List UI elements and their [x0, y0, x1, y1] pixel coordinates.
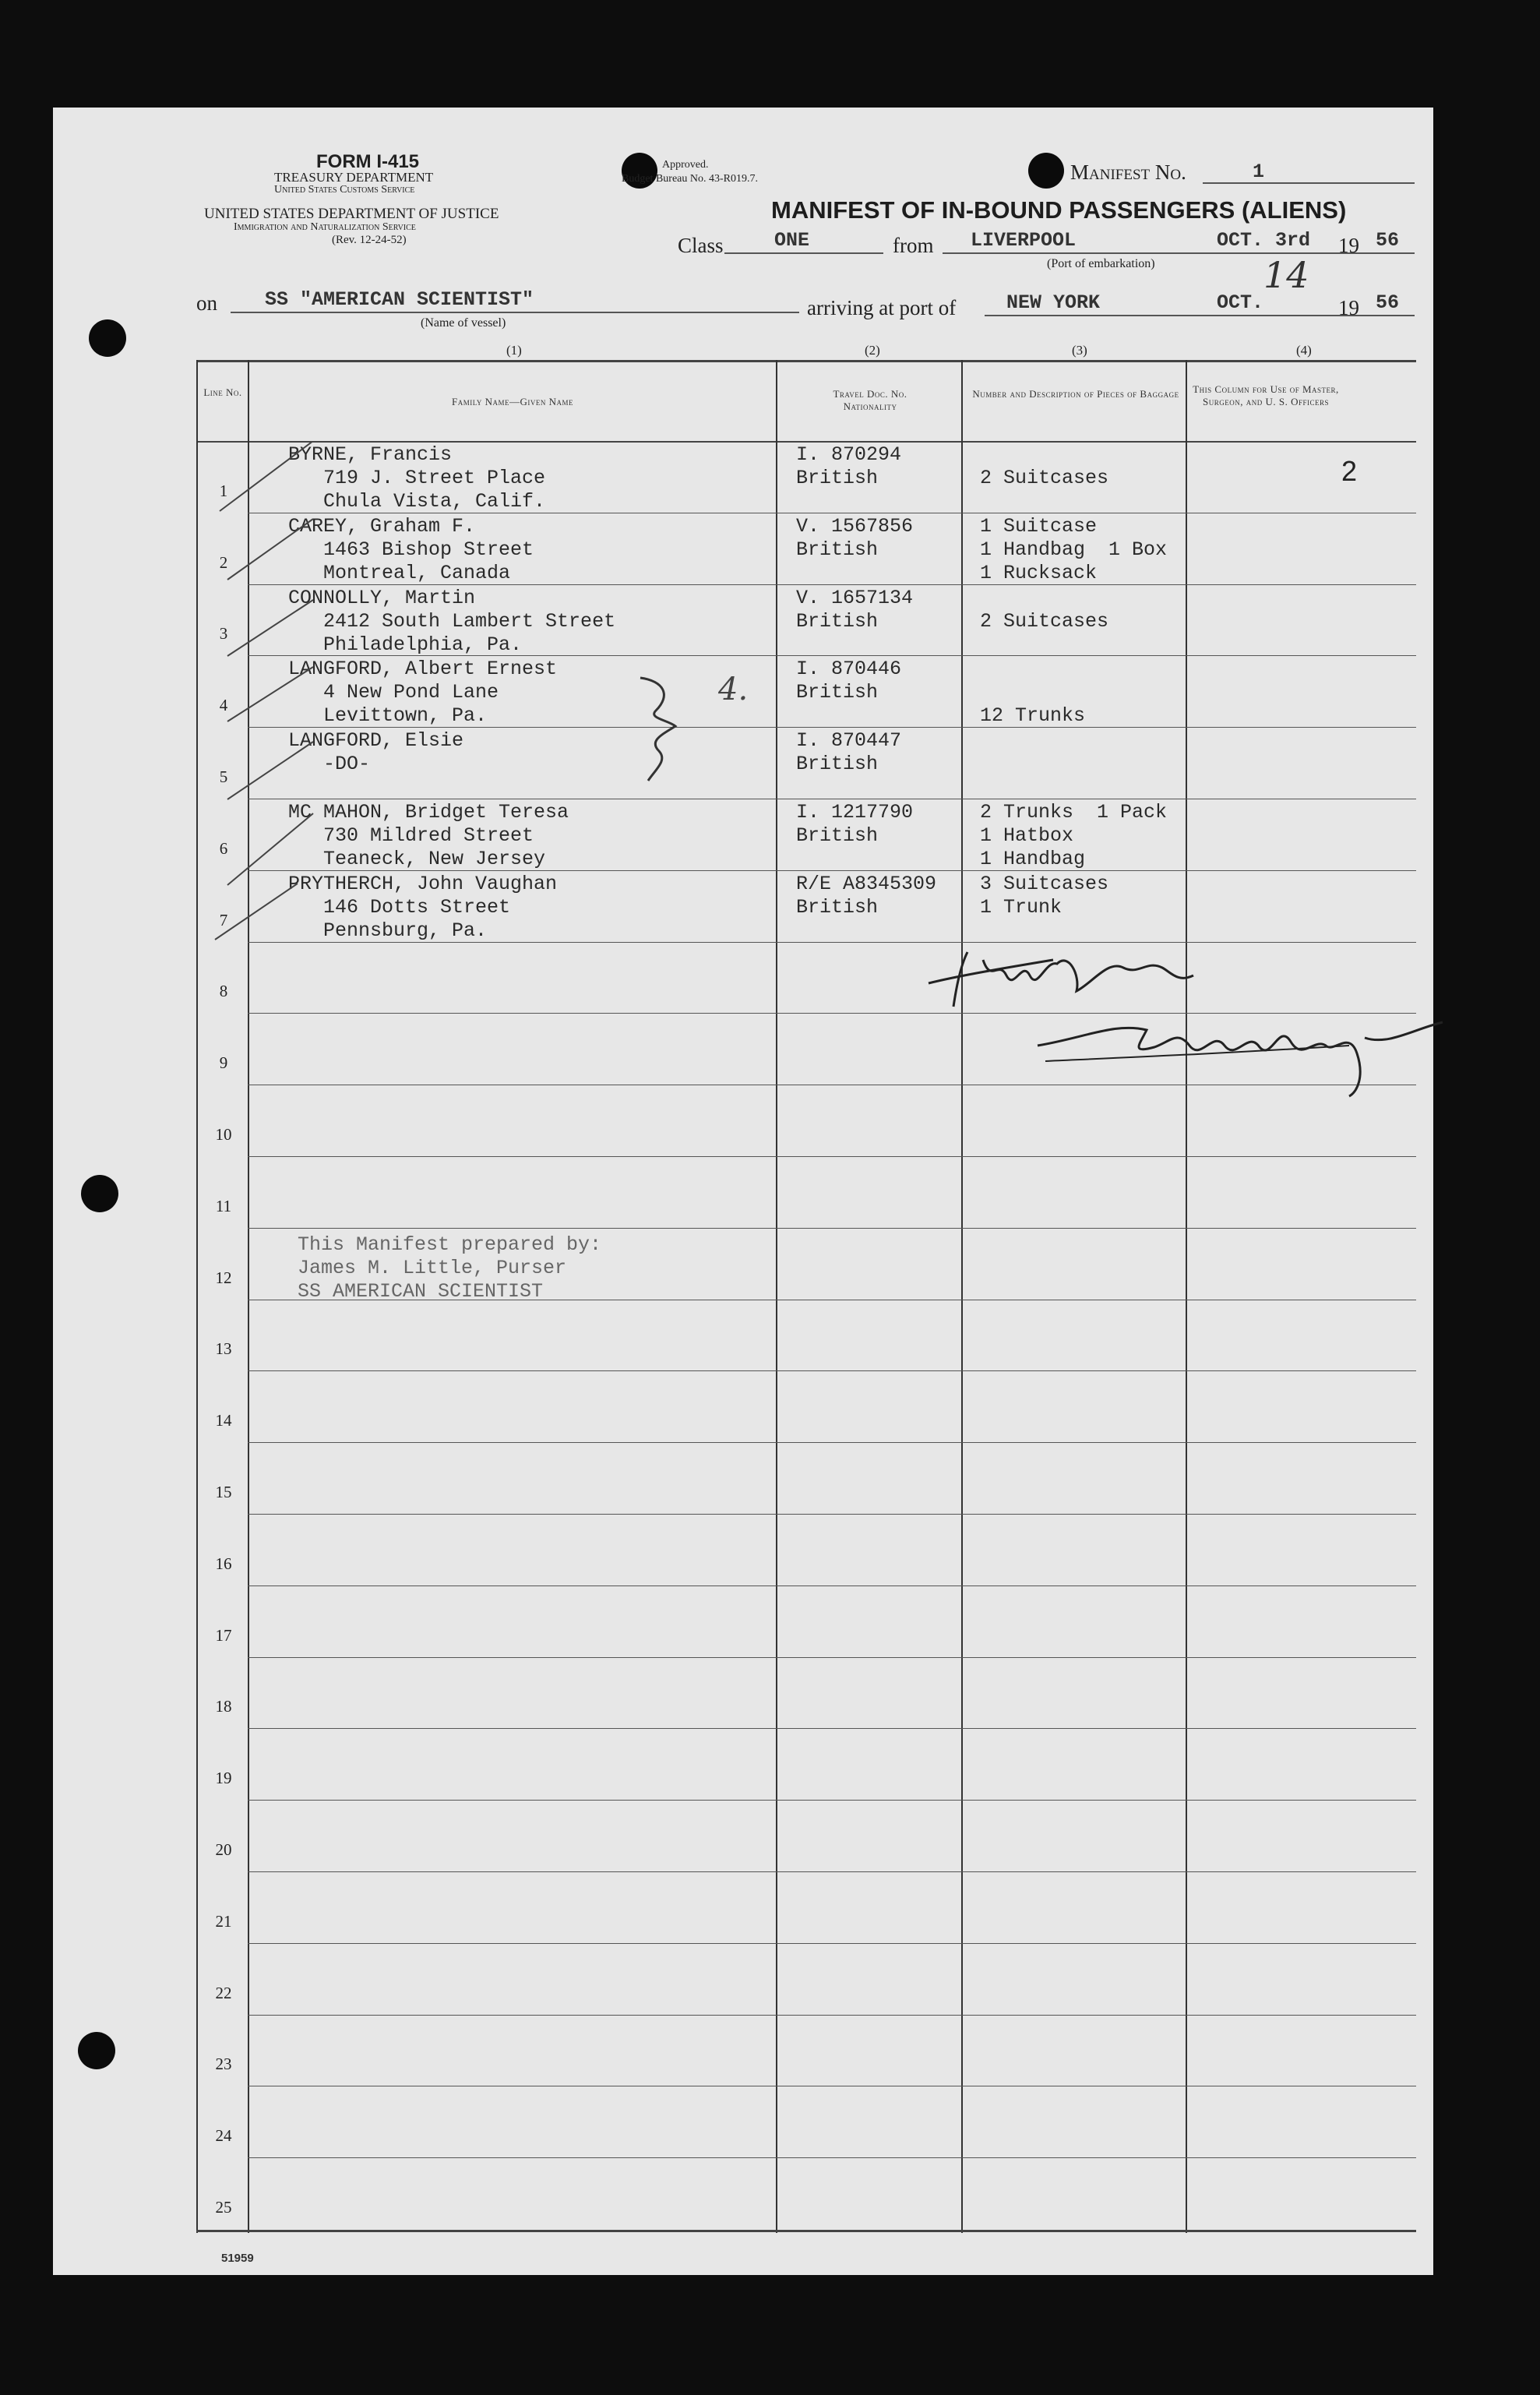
baggage-item: 1 Handbag 1 Box: [980, 538, 1168, 561]
officer-use-mark: 2: [1341, 455, 1358, 487]
line-number: 2: [219, 552, 228, 572]
row-rule: [248, 1228, 1416, 1229]
col-header-use: This Column for Use of Master, Surgeon, and U. S. Officers: [1193, 383, 1339, 407]
col-num-4: (4): [1296, 343, 1312, 358]
footer-code: 51959: [221, 2252, 254, 2265]
line-number: 19: [215, 1769, 232, 1788]
col-num-1: (1): [506, 343, 522, 358]
row-rule: [248, 1514, 1416, 1515]
baggage-item: 2 Suitcases: [980, 467, 1109, 489]
passenger-name: LANGFORD, Albert Ernest: [288, 658, 558, 681]
arrival-day-handwritten: 14: [1263, 254, 1309, 296]
travel-doc-number: V. 1657134: [796, 586, 914, 609]
row-rule: [248, 1657, 1416, 1658]
arriving-label: arriving at port of: [807, 296, 957, 319]
check-marks: [196, 441, 776, 955]
arrival-year: 56: [1376, 291, 1400, 314]
preparer-line-2: James M. Little, Purser: [298, 1257, 567, 1279]
col-header-travel: Travel Doc. No. Nationality: [833, 388, 907, 412]
baggage-item: 1 Trunk: [980, 895, 1062, 919]
vessel-caption: (Name of vessel): [421, 316, 506, 330]
nationality: British: [796, 895, 879, 919]
from-value: LIVERPOOL: [971, 229, 1077, 252]
baggage-use-divider: [1186, 360, 1187, 2233]
travel-doc-number: V. 1567856: [796, 514, 914, 538]
col-header-baggage: Number and Description of Pieces of Baggage: [972, 388, 1179, 400]
preparer-line-3: SS AMERICAN SCIENTIST: [298, 1280, 544, 1303]
passenger-address: Levittown, Pa.: [288, 704, 488, 728]
passenger-address: 146 Dotts Street: [288, 895, 511, 919]
line-number: 8: [219, 982, 228, 1001]
ins-line: Immigration and Naturalization Service: [234, 221, 416, 233]
line-number: 18: [215, 1697, 232, 1716]
manifest-no-label: Manifest No.: [1070, 160, 1186, 184]
line-number: 13: [215, 1339, 232, 1359]
port-embark-caption: (Port of embarkation): [1047, 257, 1155, 270]
baggage-item: 1 Hatbox: [980, 824, 1074, 847]
baggage-item: 1 Handbag: [980, 848, 1086, 870]
line-number: 6: [219, 838, 228, 858]
vessel-line: [231, 312, 799, 313]
travel-doc-number: R/E A8345309: [796, 872, 937, 895]
arrival-year-prefix: 19: [1338, 296, 1359, 319]
customs-service: United States Customs Service: [274, 184, 415, 196]
class-value: ONE: [774, 229, 810, 252]
class-label: Class: [678, 234, 724, 257]
baggage-item: 2 Trunks 1 Pack: [980, 801, 1168, 824]
nationality: British: [796, 824, 879, 847]
line-number: 11: [215, 1196, 232, 1215]
line-number: 3: [219, 624, 228, 644]
binder-hole-top: [89, 319, 126, 357]
manifest-title: MANIFEST OF IN-BOUND PASSENGERS (ALIENS): [771, 196, 1347, 224]
col-num-2: (2): [865, 343, 880, 358]
passenger-name: MC MAHON, Bridget Teresa: [288, 801, 569, 824]
line-number: 25: [215, 2198, 232, 2217]
line-number: 22: [215, 1983, 232, 2002]
passenger-table: [196, 360, 1416, 2233]
preparer-line-1: This Manifest prepared by:: [298, 1233, 602, 1256]
table-top-rule: [196, 360, 1416, 362]
vessel-name: SS "AMERICAN SCIENTIST": [265, 288, 534, 311]
from-label: from: [893, 234, 934, 257]
col-header-name: Family Name—Given Name: [452, 396, 573, 407]
travel-doc-number: I. 870294: [796, 443, 902, 466]
signature-2: [1022, 999, 1458, 1100]
arrival-port: NEW YORK: [1006, 291, 1101, 314]
line-number: 23: [215, 2055, 232, 2074]
passenger-address: 2412 South Lambert Street: [288, 609, 616, 633]
passenger-address: 730 Mildred Street: [288, 824, 534, 847]
on-label: on: [196, 291, 217, 315]
col-header-line: Line No.: [203, 386, 242, 398]
travel-doc-number: I. 870447: [796, 729, 902, 753]
punch-hole-top-right: [1028, 153, 1064, 189]
passenger-address: Teaneck, New Jersey: [288, 848, 546, 870]
row-rule: [248, 1800, 1416, 1801]
col-num-3: (3): [1072, 343, 1087, 358]
nationality: British: [796, 753, 879, 776]
baggage-item: 1 Suitcase: [980, 514, 1098, 538]
line-number: 5: [219, 767, 228, 786]
row-rule: [248, 1871, 1416, 1872]
depart-year: 56: [1376, 229, 1400, 252]
line-number: 1: [219, 481, 228, 500]
treasury-dept: TREASURY DEPARTMENT: [274, 170, 434, 185]
budget-bureau: Budget Bureau No. 43-R019.7.: [622, 173, 758, 185]
passenger-address: Philadelphia, Pa.: [288, 633, 523, 656]
row-rule: [248, 2015, 1416, 2016]
binder-hole-middle: [81, 1175, 118, 1212]
line-number: 10: [215, 1125, 232, 1144]
travel-doc-number: I. 870446: [796, 658, 902, 681]
passenger-address: 4 New Pond Lane: [288, 681, 499, 704]
line-number: 14: [215, 1411, 232, 1430]
baggage-item: 2 Suitcases: [980, 609, 1109, 633]
doc-baggage-divider: [961, 360, 963, 2233]
line-number: 21: [215, 1911, 232, 1931]
nationality: British: [796, 538, 879, 561]
class-line: [724, 252, 883, 254]
passenger-name: CAREY, Graham F.: [288, 514, 476, 538]
name-doc-divider: [776, 360, 777, 2233]
arrival-month: OCT.: [1217, 291, 1264, 314]
baggage-item: 1 Rucksack: [980, 561, 1098, 584]
table-bottom-rule: [196, 2230, 1416, 2232]
rev-date: (Rev. 12-24-52): [332, 234, 407, 246]
passenger-address: Pennsburg, Pa.: [288, 919, 488, 942]
line-number: 9: [219, 1053, 228, 1073]
passenger-address: 1463 Bishop Street: [288, 538, 534, 561]
nationality: British: [796, 467, 879, 489]
baggage-item: 12 Trunks: [980, 704, 1086, 728]
passenger-address: 719 J. Street Place: [288, 467, 546, 489]
line-number: 15: [215, 1483, 232, 1501]
line-number: 17: [215, 1625, 232, 1645]
manifest-no-value: 1: [1253, 160, 1265, 183]
manifest-no-line: [1203, 182, 1415, 184]
row-rule: [248, 1585, 1416, 1586]
form-number: FORM I-415: [316, 151, 420, 172]
row-rule: [248, 1943, 1416, 1944]
passenger-address: Montreal, Canada: [288, 561, 511, 584]
depart-date: OCT. 3rd: [1217, 229, 1311, 252]
line-number: 24: [215, 2126, 232, 2146]
line-number: 7: [219, 910, 228, 929]
handwritten-note: 4.: [718, 672, 749, 707]
nationality: British: [796, 609, 879, 633]
binder-hole-bottom: [78, 2032, 115, 2069]
passenger-name: PRYTHERCH, John Vaughan: [288, 872, 558, 895]
row-rule: [248, 1156, 1416, 1157]
depart-year-prefix: 19: [1338, 234, 1359, 257]
passenger-name: LANGFORD, Elsie: [288, 729, 464, 753]
justice-dept: UNITED STATES DEPARTMENT OF JUSTICE: [204, 206, 499, 222]
line-number: 4: [219, 696, 228, 715]
baggage-item: 3 Suitcases: [980, 872, 1109, 895]
row-rule: [248, 2157, 1416, 2158]
line-number: 12: [215, 1268, 232, 1287]
passenger-address: Chula Vista, Calif.: [288, 490, 546, 513]
approved-text: Approved.: [662, 159, 709, 171]
passenger-address: -DO-: [288, 753, 371, 776]
travel-doc-number: I. 1217790: [796, 801, 914, 824]
row-rule: [248, 1728, 1416, 1729]
row-rule: [248, 1442, 1416, 1443]
line-number: 20: [215, 1840, 232, 1859]
passenger-name: BYRNE, Francis: [288, 443, 453, 466]
nationality: British: [796, 681, 879, 704]
passenger-name: CONNOLLY, Martin: [288, 586, 476, 609]
row-rule: [248, 1370, 1416, 1371]
line-number: 16: [215, 1554, 232, 1573]
